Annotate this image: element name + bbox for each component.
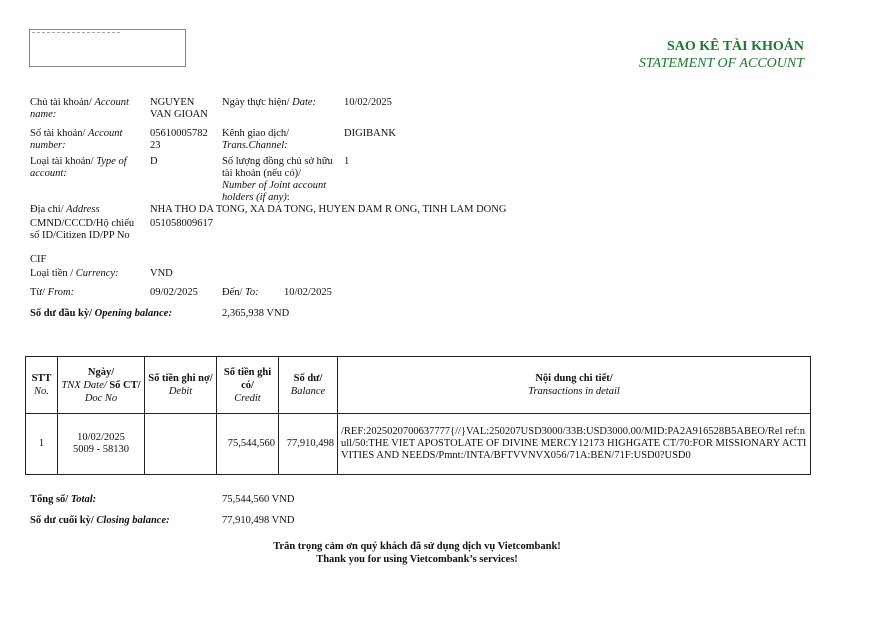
header-detail-vi: Nội dung chi tiết/ xyxy=(535,373,613,384)
row-detail: /REF:2025020700637777{//}VAL:250207USD3000/33B:USD3000.00/MID:PA2A916528B5ABEO/Rel ref:null/50:THE VIET APOSTOLATE OF DIVINE MERCY12173 HIGHGATE CT/70:FOR MISSIONARY ACTIVITIES AND NEEDS/Pmnt:/INTA/BFTVVNVX056/71A:BEN/71F:USD0?USD0 xyxy=(338,414,811,475)
header-date xyxy=(58,357,145,414)
transactions-table xyxy=(25,356,811,475)
from-value: 09/02/2025 xyxy=(150,287,198,298)
row-debit xyxy=(145,414,217,475)
header-stt-en: No. xyxy=(34,386,49,397)
address-label-en: Address xyxy=(66,204,100,215)
account-type-label-vi: Loại tài khoản/ xyxy=(30,156,97,167)
closing-balance-label-en: Closing balance: xyxy=(96,515,170,526)
channel-value: DIGIBANK xyxy=(344,128,396,139)
channel-label-vi: Kênh giao dịch/ xyxy=(222,128,290,139)
bank-logo xyxy=(29,29,186,67)
from-label-en: From: xyxy=(47,287,75,298)
joint-holders-label-en: Number of Joint account holders (if any) xyxy=(222,180,327,203)
to-value: 10/02/2025 xyxy=(284,287,332,298)
account-number-value: 05610005782 23 xyxy=(150,128,208,151)
account-number-label-en: Account number: xyxy=(30,128,123,151)
account-holder-label xyxy=(30,97,142,121)
currency-value: VND xyxy=(150,268,173,279)
total-label xyxy=(30,494,96,506)
account-holder-label-en: Account name: xyxy=(30,97,129,120)
header-doc-vi: Số CT/ xyxy=(109,379,141,391)
opening-balance-label xyxy=(30,308,172,320)
cif-label: CIF xyxy=(30,254,47,265)
header-credit xyxy=(217,357,279,414)
account-number-label-vi: Số tài khoản/ xyxy=(30,128,89,139)
header-credit-en: Credit xyxy=(234,392,261,404)
opening-balance-label-vi: Số dư đầu kỳ/ xyxy=(30,308,95,319)
thanks-message-vi: Trân trọng cảm ơn quý khách đã sử dụng dịch vụ Vietcombank! xyxy=(273,541,561,552)
id-label: CMND/CCCD/Hộ chiếu số ID/Citizen ID/PP No xyxy=(30,218,135,241)
header-debit xyxy=(145,357,217,414)
header-debit-vi: Số tiền ghi nợ/ xyxy=(148,373,213,384)
statement-title-vi: SAO KÊ TÀI KHOẢN xyxy=(666,39,804,54)
address-label-vi: Địa chỉ/ xyxy=(30,204,67,215)
logo-placeholder-line xyxy=(32,32,120,33)
header-detail-en: Transactions in detail xyxy=(528,386,620,397)
header-stt-vi: STT xyxy=(31,373,52,384)
date-value: 10/02/2025 xyxy=(344,97,392,108)
table-row xyxy=(26,414,811,475)
address-value: NHA THO DA TONG, XA DA TONG, HUYEN DAM R ONG, TINH LAM DONG xyxy=(150,204,507,215)
header-balance xyxy=(279,357,338,414)
joint-holders-label-colon: : xyxy=(286,192,290,203)
header-credit-vi: Số tiền ghi có/ xyxy=(223,366,272,391)
to-label-en: To: xyxy=(245,287,259,298)
closing-balance-value: 77,910,498 VND xyxy=(222,515,295,526)
from-label xyxy=(30,287,74,299)
header-date-en: TNX Date/ xyxy=(61,379,107,391)
thanks-message-en: Thank you for using Vietcombank’s services! xyxy=(316,554,518,565)
row-no: 1 xyxy=(26,414,58,475)
channel-label xyxy=(222,128,342,152)
id-value: 051058009617 xyxy=(150,218,213,229)
currency-label xyxy=(30,268,119,280)
joint-holders-value: 1 xyxy=(344,156,350,167)
row-credit: 75,544,560 xyxy=(217,414,279,475)
joint-holders-label-vi: Số lượng đồng chủ sở hữu tài khoản (nếu có)/ xyxy=(222,156,333,179)
header-stt xyxy=(26,357,58,414)
total-label-vi: Tổng số/ xyxy=(30,494,71,505)
table-header-row xyxy=(26,357,811,414)
header-date-vi: Ngày/ xyxy=(87,366,115,378)
date-label-vi: Ngày thực hiện/ xyxy=(222,97,293,108)
to-label-vi: Đến/ xyxy=(222,287,246,298)
date-label-en: Date: xyxy=(292,97,317,108)
currency-label-vi: Loại tiền / xyxy=(30,268,76,279)
joint-holders-label xyxy=(222,156,336,204)
row-date-doc xyxy=(58,414,145,475)
header-balance-en: Balance xyxy=(290,386,326,397)
header-balance-vi: Số dư/ xyxy=(293,373,323,384)
account-number-label xyxy=(30,128,142,152)
from-label-vi: Từ/ xyxy=(30,287,48,298)
opening-balance-value: 2,365,938 VND xyxy=(222,308,290,319)
row-doc: 5009 - 58130 xyxy=(73,444,129,455)
opening-balance-label-en: Opening balance: xyxy=(94,308,172,319)
header-detail xyxy=(338,357,811,414)
total-label-en: Total: xyxy=(70,494,97,505)
row-balance: 77,910,498 xyxy=(279,414,338,475)
closing-balance-label xyxy=(30,515,170,527)
statement-title-en: STATEMENT OF ACCOUNT xyxy=(638,56,804,71)
account-holder-value: NGUYEN VAN GIOAN xyxy=(150,97,208,120)
account-type-label-en: Type of account: xyxy=(30,156,127,179)
address-label xyxy=(30,204,100,216)
header-debit-en: Debit xyxy=(168,386,193,397)
account-type-value: D xyxy=(150,156,158,167)
closing-balance-label-vi: Số dư cuối kỳ/ xyxy=(30,515,97,526)
currency-label-en: Currency: xyxy=(75,268,119,279)
account-holder-label-vi: Chủ tài khoản/ xyxy=(30,97,95,108)
to-label xyxy=(222,287,259,299)
account-type-label xyxy=(30,156,142,180)
row-date: 10/02/2025 xyxy=(77,432,125,443)
header-doc-en: Doc No xyxy=(84,392,118,404)
channel-label-en: Trans.Channel: xyxy=(222,140,288,151)
total-value: 75,544,560 VND xyxy=(222,494,295,505)
date-label xyxy=(222,97,342,109)
